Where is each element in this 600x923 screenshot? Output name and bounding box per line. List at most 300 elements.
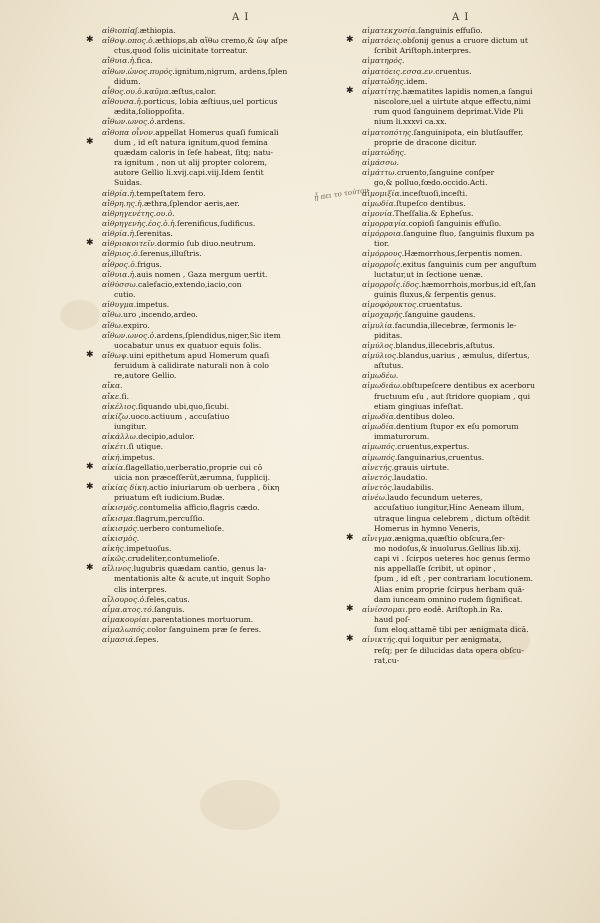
latin-gloss: luctatur,ut in ſectione uenæ. <box>374 269 483 279</box>
latin-gloss: æthiops,ab αἴθω cremo,& ὤψ aſpe <box>155 36 288 46</box>
latin-gloss: æthra,ſplendor aeris,aer. <box>144 198 240 208</box>
latin-gloss: blandus,illecebris,aſtutus. <box>395 340 495 350</box>
latin-gloss: ſtupeſco dentibus. <box>396 198 466 208</box>
latin-gloss: tior. <box>374 239 390 249</box>
greek-headword: αἱμονία. <box>362 208 395 218</box>
dictionary-line <box>362 209 574 219</box>
latin-gloss: ſerenitas. <box>136 229 173 239</box>
dictionary-line <box>362 199 574 209</box>
dictionary-line <box>102 534 340 544</box>
latin-gloss: porticus, lobia æſtiuus,uel porticus <box>143 97 278 107</box>
dictionary-line <box>362 412 574 422</box>
dictionary-line <box>102 77 340 87</box>
dictionary-line <box>102 168 340 178</box>
latin-gloss: idem. <box>406 76 428 86</box>
greek-headword: αἱμακουρίαι. <box>102 615 152 625</box>
greek-headword: αἴθοπα οἶνον. <box>102 127 156 137</box>
greek-headword: αἰκίζω. <box>102 411 131 421</box>
dictionary-line <box>362 229 574 239</box>
dictionary-line <box>102 209 340 219</box>
dictionary-line <box>102 605 340 615</box>
latin-gloss: ignitum,nigrum, ardens,ſplen <box>174 66 288 76</box>
latin-gloss: calefacio,extendo,iacio,con <box>138 279 242 289</box>
dictionary-line <box>102 158 340 168</box>
greek-headword: αἰθριοκοιτεῖν. <box>102 239 158 249</box>
latin-gloss: auis nomen , Gaza mergum uertit. <box>136 269 268 279</box>
latin-gloss: ſanguinarius,cruentus. <box>397 452 485 462</box>
latin-gloss: ſanguinipota, ein blutſauffer, <box>413 127 524 137</box>
greek-headword: αἱμορροΐς.ίδος. <box>362 279 422 289</box>
latin-gloss: æſtus,calor. <box>171 86 217 96</box>
greek-headword: αἰκή. <box>102 452 122 462</box>
latin-gloss: capi vi . ſcirpos ueteres hoc genus ſermo <box>374 554 530 564</box>
latin-gloss: proprie de dracone dicitur. <box>374 137 477 147</box>
asterisk-icon: ✱ <box>86 35 94 46</box>
dictionary-line <box>102 321 340 331</box>
latin-gloss: copioſi ſanguinis effuſio. <box>408 218 502 228</box>
dictionary-line <box>102 544 340 554</box>
left-column <box>86 26 340 646</box>
latin-gloss: impetus. <box>136 300 170 310</box>
dictionary-line <box>362 554 574 564</box>
latin-gloss: fructuum eſu , aut ſtridore quopiam , qui <box>374 391 531 401</box>
latin-gloss: ſiquando ubi,quo,ſicubi. <box>137 401 230 411</box>
dictionary-line <box>346 532 574 544</box>
latin-gloss: ſepes. <box>135 635 159 645</box>
dictionary-line <box>102 46 340 56</box>
latin-gloss: hæmatites lapidis nomen,a ſangui <box>402 86 533 96</box>
latin-gloss: iungitur. <box>114 422 147 432</box>
dictionary-line <box>362 117 574 127</box>
asterisk-icon: ✱ <box>346 603 354 614</box>
dictionary-line <box>102 117 340 127</box>
greek-headword: αἱματόεις.εσσα.εν. <box>362 66 436 76</box>
greek-headword: αἴλινος. <box>102 564 134 574</box>
latin-gloss: lugubris quædam cantio, genus la- <box>133 564 267 574</box>
dictionary-line <box>102 381 340 391</box>
handwritten-margin-note: ᾖ πει το τούτου <box>313 186 370 202</box>
dictionary-line <box>102 128 340 138</box>
dictionary-line <box>102 514 340 524</box>
greek-headword: αἱμύλιος. <box>362 351 399 360</box>
asterisk-icon: ✱ <box>86 350 94 360</box>
latin-gloss: inceſtuoſi,inceſti. <box>401 188 468 198</box>
latin-gloss: uocabatur unus ex quatuor equis ſolis. <box>114 340 262 350</box>
dictionary-line <box>362 503 574 513</box>
dictionary-line <box>102 432 340 442</box>
dictionary-line <box>102 310 340 320</box>
latin-gloss: Hæmorrhous,ſerpentis nomen. <box>404 249 523 259</box>
latin-gloss: cruento,ſanguine conſper <box>396 168 495 178</box>
latin-gloss: dentium ſtupor ex eſu pomorum <box>396 422 519 432</box>
greek-headword: αἰκέτι. <box>102 442 129 452</box>
greek-headword: αἱμωπός. <box>362 442 398 452</box>
dictionary-line <box>362 371 574 381</box>
dictionary-line <box>102 67 340 77</box>
dictionary-line <box>362 574 574 584</box>
greek-headword: αἰθύσσω. <box>102 279 139 289</box>
greek-headword: αἰκία. <box>102 462 126 472</box>
latin-gloss: ſi. <box>121 391 130 401</box>
latin-gloss: uro ,incendo,ardeo. <box>123 310 198 320</box>
dictionary-line <box>362 564 574 574</box>
latin-gloss: uoco.actiuum , accuſatiuo <box>130 411 230 421</box>
dictionary-line <box>362 107 574 117</box>
latin-gloss: utraque lingua celebrem , dictum oſtēdit <box>374 513 530 523</box>
right-column <box>346 26 574 666</box>
dictionary-line <box>102 524 340 534</box>
dictionary-line <box>362 656 574 666</box>
dictionary-line <box>362 453 574 463</box>
dictionary-line <box>102 280 340 290</box>
latin-gloss: exitus ſanguinis cum per anguſtum <box>402 259 537 269</box>
greek-headword: αἰκὴς. <box>102 543 127 553</box>
dictionary-line <box>362 361 574 371</box>
latin-gloss: grauis uirtute. <box>394 462 450 472</box>
latin-gloss: impetuoſus. <box>126 543 172 553</box>
greek-headword: αἶθος.ου.ὁ.καῦμα. <box>102 86 172 96</box>
latin-gloss: frigus. <box>137 259 162 269</box>
asterisk-icon: ✱ <box>346 85 354 96</box>
greek-headword: αἰθρηγενέτης.ου.ὁ. <box>102 208 175 218</box>
latin-gloss: contumelia afficio,flagris cædo. <box>139 503 260 513</box>
dictionary-line <box>86 461 340 473</box>
latin-gloss: flagrum,percuſſio. <box>135 513 205 523</box>
latin-gloss: blandus,uarius , æmulus, diſertus, <box>398 351 530 360</box>
dictionary-line <box>102 503 340 513</box>
dictionary-line <box>102 361 340 371</box>
greek-headword: αἰθρηγενὴς.έος.ὁ.ἡ. <box>102 218 177 228</box>
asterisk-icon: ✱ <box>86 136 94 147</box>
latin-gloss: ſcribit Ariſtoph.interpres. <box>374 46 472 56</box>
dictionary-line <box>362 260 574 270</box>
latin-gloss: hæmorrhois,morbus,id eſt,ſan <box>421 279 536 289</box>
dictionary-line <box>362 442 574 452</box>
latin-gloss: flagellatio,uerberatio,proprie cui cō <box>125 462 263 472</box>
dictionary-line <box>102 56 340 66</box>
dictionary-line <box>102 341 340 351</box>
dictionary-line <box>102 300 340 310</box>
latin-gloss: cruentus,expertus. <box>397 442 470 452</box>
dictionary-line <box>346 603 574 615</box>
dictionary-line <box>102 625 340 635</box>
dictionary-line <box>362 585 574 595</box>
greek-headword: αἰθρία.ἡ. <box>102 229 137 239</box>
dictionary-line <box>102 107 340 117</box>
latin-gloss: feruidum à calidirate naturali non à colo <box>114 361 269 371</box>
latin-gloss: ſpum , id eſt , per contrariam locutionem. <box>374 574 534 584</box>
latin-gloss: go,& polluo,fœdo.occido.Acti. <box>374 178 488 188</box>
dictionary-line <box>362 524 574 534</box>
latin-gloss: cruentatus. <box>418 300 463 310</box>
latin-gloss: ædita,ſolioppoſita. <box>114 107 185 117</box>
stain <box>200 780 280 830</box>
greek-headword: αἴκισμα. <box>102 513 136 523</box>
greek-headword: αἰκισμός. <box>102 523 140 533</box>
latin-gloss: mo nodoſus,& inuolurus.Gellius lib.xij. <box>374 543 521 553</box>
greek-headword: αἱμομιξία. <box>362 188 402 198</box>
dictionary-line <box>362 280 574 290</box>
greek-headword: αἴκα. <box>102 381 123 391</box>
dictionary-line <box>362 26 574 36</box>
dictionary-line <box>362 331 574 341</box>
latin-gloss: laudabilis. <box>394 483 434 493</box>
latin-gloss: Alias enim proprie ſcirpus herbam quā- <box>374 584 525 594</box>
greek-headword: αἱμάττω. <box>362 168 397 178</box>
dictionary-line <box>102 554 340 564</box>
greek-headword: αἰνετής. <box>362 462 395 472</box>
latin-gloss: ardens. <box>156 117 186 127</box>
greek-headword: αἱματίτης. <box>362 86 403 96</box>
greek-headword: αἱμορροΐς. <box>362 259 403 269</box>
latin-gloss: laudo fecundum ueteres, <box>387 493 483 503</box>
dictionary-line <box>362 56 574 66</box>
greek-headword: αἱματόεις. <box>362 36 403 46</box>
dictionary-line <box>362 77 574 87</box>
latin-gloss: ra ignitum , non ut alij propter colorem, <box>114 158 267 168</box>
latin-gloss: appellat Homerus quaſi fumicali <box>155 127 279 137</box>
dictionary-line <box>362 341 574 351</box>
greek-headword: αἷμα.ατος.τό. <box>102 604 155 614</box>
latin-gloss: ctus,quod ſolis uicinitate torreatur. <box>114 46 248 56</box>
dictionary-line <box>362 168 574 178</box>
latin-gloss: ſanguinis effuſio. <box>418 26 483 35</box>
dictionary-line <box>102 473 340 483</box>
dictionary-line <box>102 178 340 188</box>
stain <box>60 300 100 330</box>
dictionary-line <box>102 87 340 97</box>
greek-headword: αἴνιγμα. <box>362 533 395 543</box>
greek-headword: αἱματώδης. <box>362 76 407 86</box>
dictionary-line <box>86 350 340 361</box>
greek-headword: αἴκε. <box>102 391 122 401</box>
dictionary-line <box>362 270 574 280</box>
greek-headword: αἱμοφόρυκτος. <box>362 300 419 310</box>
latin-gloss: parentationes mortuorum. <box>152 615 254 625</box>
dictionary-line <box>362 381 574 391</box>
dictionary-line <box>102 260 340 270</box>
greek-headword: αἰθρία.ἡ. <box>102 188 137 198</box>
latin-gloss: obſonij genus a cruore dictum ut <box>402 36 528 46</box>
latin-gloss: nis appellaſſe ſcribit, ut opinor , <box>374 564 496 574</box>
latin-gloss: color ſanguinem præ ſe feres. <box>147 625 262 635</box>
dictionary-line <box>362 422 574 432</box>
latin-gloss: æthiopia. <box>139 26 176 35</box>
dictionary-line <box>362 595 574 605</box>
greek-headword: αἴθυια.ἡ. <box>102 269 137 279</box>
greek-headword: αἴθρη.ης.ἡ. <box>102 198 145 208</box>
greek-headword: αἰνετός. <box>362 472 395 482</box>
dictionary-line <box>362 625 574 635</box>
dictionary-line <box>102 635 340 645</box>
dictionary-line <box>362 615 574 625</box>
dictionary-line <box>102 442 340 452</box>
dictionary-line <box>362 493 574 503</box>
latin-gloss: tempeſtatem fero. <box>136 188 206 198</box>
latin-gloss: ſi utique. <box>128 442 164 452</box>
greek-headword: αἴθοψ.οπος.ὁ. <box>102 36 156 46</box>
greek-headword: αἰθιοπίαʃ. <box>102 26 140 35</box>
asterisk-icon: ✱ <box>86 238 94 249</box>
greek-headword: αἱμωδιάω. <box>362 381 403 391</box>
latin-gloss: immaturorum. <box>374 432 430 442</box>
dictionary-line <box>102 595 340 605</box>
dictionary-line <box>102 26 340 36</box>
greek-headword: αἱμάσσω. <box>362 158 399 168</box>
dictionary-line <box>102 402 340 412</box>
latin-gloss: nium li.xxxvi ca.xx. <box>374 117 447 127</box>
dictionary-line <box>362 463 574 473</box>
dictionary-line <box>362 402 574 412</box>
latin-gloss: dormio ſub diuo.neutrum. <box>157 239 256 249</box>
asterisk-icon: ✱ <box>346 35 354 46</box>
latin-gloss: Homerus in hymno Veneris, <box>374 523 481 533</box>
latin-gloss: impetus. <box>121 452 155 462</box>
dictionary-line <box>102 97 340 107</box>
dictionary-line <box>362 189 574 199</box>
latin-gloss: rum quod ſanguinem deprimat.Vide Pli <box>374 107 524 117</box>
dictionary-line <box>362 97 574 107</box>
dictionary-line <box>362 514 574 524</box>
dictionary-line <box>362 46 574 56</box>
latin-gloss: re,autore Gellio. <box>114 371 177 381</box>
latin-gloss: reſq; per ſe dilucidas data opera obſcu- <box>374 645 524 655</box>
dictionary-line <box>362 219 574 229</box>
greek-headword: αἴθωψ. <box>102 351 130 360</box>
latin-gloss: decipio,adulor. <box>138 432 195 442</box>
latin-gloss: ſerenificus,ſudificus. <box>176 218 256 228</box>
greek-headword: αἶθρος.ὁ. <box>102 259 138 269</box>
greek-headword: αἰνικτής. <box>362 635 398 645</box>
latin-gloss: uicia non præceſſerūt,ærumna, ſupplicij. <box>114 472 271 482</box>
latin-gloss: pro eodē. Ariſtoph.in Ra. <box>407 604 503 614</box>
dictionary-line <box>362 321 574 331</box>
latin-gloss: feles,catus. <box>146 594 190 604</box>
latin-gloss: cruentus. <box>435 66 472 76</box>
latin-gloss: laudatio. <box>394 472 428 482</box>
latin-gloss: aſtutus. <box>374 361 404 371</box>
dictionary-line <box>102 249 340 259</box>
dictionary-line <box>102 422 340 432</box>
greek-headword: αἴθων.ωνος.ὁ. <box>102 330 157 340</box>
greek-headword: αἱμορραγία. <box>362 218 409 228</box>
greek-headword: αἱμωδέω. <box>362 371 399 381</box>
dictionary-line <box>346 85 574 97</box>
greek-headword: αἰκισμὸς. <box>102 533 140 543</box>
dictionary-line <box>102 219 340 229</box>
latin-gloss: mentationis alte & acute,ut inquit Sopho <box>114 574 271 584</box>
latin-gloss: ænigma,quæſtio obſcura,ſer- <box>394 533 505 543</box>
dictionary-line <box>362 148 574 158</box>
greek-headword: αἱματοπότης. <box>362 127 414 137</box>
dictionary-line <box>346 634 574 645</box>
left-running-header: A I <box>232 12 250 23</box>
dictionary-line <box>102 148 340 158</box>
greek-headword: αἱμωδία. <box>362 422 397 432</box>
latin-gloss: uerbero contumelioſe. <box>139 523 225 533</box>
greek-headword: αἱμύλος. <box>362 340 396 350</box>
dictionary-line <box>102 270 340 280</box>
dictionary-line <box>346 35 574 46</box>
greek-headword: αἴθουσα.ἡ. <box>102 97 144 107</box>
dictionary-line <box>362 300 574 310</box>
dictionary-line <box>362 646 574 656</box>
dictionary-line <box>362 178 574 188</box>
latin-gloss: ardens,ſplendidus,niger,Sic item <box>156 330 281 340</box>
dictionary-line <box>102 585 340 595</box>
right-running-header: A I <box>452 12 470 23</box>
greek-headword: αἱμοχαρής. <box>362 310 405 320</box>
greek-headword: αἰκάλλω. <box>102 432 139 442</box>
asterisk-icon: ✱ <box>346 532 354 543</box>
dictionary-line <box>362 392 574 402</box>
latin-gloss: Suidas. <box>114 178 143 188</box>
dictionary-line <box>102 331 340 341</box>
latin-gloss: dentibus doleo. <box>396 411 455 421</box>
latin-gloss: haud poſ- <box>374 615 411 625</box>
dictionary-line <box>362 351 574 361</box>
greek-headword: αἱμωδία. <box>362 411 397 421</box>
latin-gloss: didum. <box>114 76 141 86</box>
greek-headword: αἴθριος.ὁ. <box>102 249 141 259</box>
asterisk-icon: ✱ <box>86 482 94 493</box>
dictionary-line <box>102 371 340 381</box>
dictionary-line <box>362 432 574 442</box>
latin-gloss: ſerenus,illuſtris. <box>140 249 202 259</box>
greek-headword: αἰκισμός. <box>102 503 140 513</box>
greek-headword: αἱμωπός. <box>362 452 398 462</box>
dictionary-line <box>362 473 574 483</box>
dictionary-line <box>102 453 340 463</box>
latin-gloss: actio iniuriarum ob uerbera , δίκη <box>149 483 280 493</box>
greek-headword: αἱματώδης. <box>362 147 407 157</box>
latin-gloss: Theſſalia.& Epheſus. <box>394 208 474 218</box>
latin-gloss: rat,cu- <box>374 655 400 665</box>
latin-gloss: facundia,illecebræ, ſermonis le- <box>394 320 517 330</box>
greek-headword: αἰνέω. <box>362 493 388 503</box>
latin-gloss: obſtupeſcere dentibus ex acerboru <box>402 381 535 391</box>
dictionary-line <box>102 493 340 503</box>
latin-gloss: qui loquitur per ænigmata, <box>397 635 502 645</box>
greek-headword: αἰκέλιος. <box>102 401 138 411</box>
dictionary-line <box>362 483 574 493</box>
latin-gloss: crudeliter,contumelioſe. <box>127 554 220 564</box>
greek-headword: αἴθω. <box>102 320 124 330</box>
latin-gloss: cutio. <box>114 290 136 300</box>
dictionary-line <box>102 574 340 584</box>
dictionary-line <box>362 67 574 77</box>
asterisk-icon: ✱ <box>86 461 94 472</box>
greek-headword: αἴλουρος.ὁ. <box>102 594 147 604</box>
latin-gloss: ſanguine gaudens. <box>404 310 476 320</box>
dictionary-line <box>102 392 340 402</box>
greek-headword: αἰνετὸς. <box>362 483 395 493</box>
dictionary-line <box>362 239 574 249</box>
greek-headword: αἱμόρρους. <box>362 249 405 259</box>
greek-headword: αἱματεκχυσία. <box>362 26 418 35</box>
dictionary-line <box>102 412 340 422</box>
latin-gloss: guinis fluxus,& ſerpentis genus. <box>374 290 497 300</box>
asterisk-icon: ✱ <box>86 563 94 574</box>
latin-gloss: clis interpres. <box>114 584 167 594</box>
latin-gloss: ſum eloq.attamē tibi per ænigmata dicā. <box>374 625 529 635</box>
dictionary-line <box>362 290 574 300</box>
dictionary-line <box>86 238 340 249</box>
latin-gloss: uini epithetum apud Homerum quaſi <box>129 351 270 360</box>
greek-headword: αἰκῶς. <box>102 554 128 564</box>
greek-headword: αἱμυλία. <box>362 320 395 330</box>
latin-gloss: dum , id eſt natura ignitum,quod femina <box>114 137 268 147</box>
